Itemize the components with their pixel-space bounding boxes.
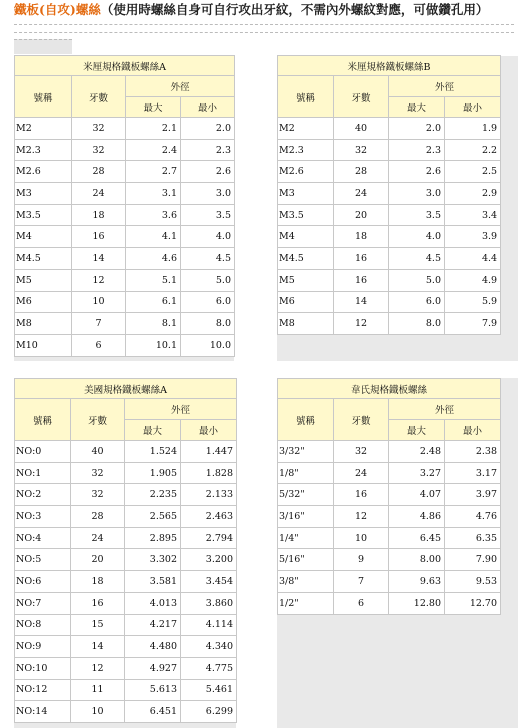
max-cell: 4.217 — [125, 614, 181, 636]
size-cell: 1/2" — [278, 592, 334, 614]
table-row — [278, 118, 501, 140]
section-gap — [14, 361, 518, 378]
max-cell: 3.5 — [389, 204, 445, 226]
table-row — [15, 291, 235, 313]
table-row — [278, 291, 501, 313]
min-cell: 1.828 — [181, 462, 237, 484]
max-cell: 2.48 — [389, 441, 445, 463]
size-cell: M2.3 — [15, 139, 72, 161]
min-cell: 2.6 — [181, 161, 235, 183]
max-cell: 2.895 — [125, 527, 181, 549]
min-cell: 7.9 — [445, 313, 501, 335]
min-cell: 2.133 — [181, 484, 237, 506]
max-cell: 3.581 — [125, 571, 181, 593]
table-row — [278, 204, 501, 226]
pitch-cell: 24 — [334, 462, 389, 484]
max-cell: 2.235 — [125, 484, 181, 506]
table-row — [278, 571, 501, 593]
min-cell: 3.97 — [445, 484, 501, 506]
col-max: 最大 — [389, 97, 445, 118]
column-gap — [236, 378, 277, 728]
pitch-cell: 18 — [334, 226, 389, 248]
min-cell: 3.17 — [445, 462, 501, 484]
col-outer-diameter: 外徑 — [125, 399, 237, 420]
size-cell: M8 — [278, 313, 334, 335]
min-cell: 2.3 — [181, 139, 235, 161]
max-cell: 2.3 — [389, 139, 445, 161]
size-cell: 5/32" — [278, 484, 334, 506]
max-cell: 8.1 — [126, 313, 181, 335]
max-cell: 5.1 — [126, 269, 181, 291]
col-outer-diameter: 外徑 — [126, 76, 235, 97]
pitch-cell: 32 — [72, 118, 126, 140]
pitch-cell: 7 — [334, 571, 389, 593]
table-title: 米厘規格鐵板螺絲A — [15, 56, 235, 76]
spec-table-american-a — [14, 378, 237, 723]
min-cell: 5.0 — [181, 269, 235, 291]
table-row — [278, 462, 501, 484]
table-row — [15, 313, 235, 335]
size-cell: NO:2 — [15, 484, 71, 506]
max-cell: 3.302 — [125, 549, 181, 571]
table-row — [15, 614, 237, 636]
size-cell: M10 — [15, 334, 72, 356]
table-row — [278, 226, 501, 248]
table-row — [15, 269, 235, 291]
min-cell: 4.9 — [445, 269, 501, 291]
min-cell: 3.860 — [181, 592, 237, 614]
table-row — [278, 592, 501, 614]
max-cell: 2.1 — [126, 118, 181, 140]
table-row — [15, 183, 235, 205]
table-row — [15, 204, 235, 226]
table-row — [15, 334, 235, 356]
table-row — [15, 139, 235, 161]
max-cell: 5.613 — [125, 679, 181, 701]
table-row — [15, 506, 237, 528]
size-cell: M3.5 — [278, 204, 334, 226]
col-max: 最大 — [125, 420, 181, 441]
size-cell: NO:6 — [15, 571, 71, 593]
min-cell: 4.114 — [181, 614, 237, 636]
size-cell: M3.5 — [15, 204, 72, 226]
table-row — [278, 313, 501, 335]
max-cell: 10.1 — [126, 334, 181, 356]
min-cell: 4.775 — [181, 657, 237, 679]
col-size: 號稱 — [278, 399, 334, 441]
pitch-cell: 14 — [72, 248, 126, 270]
max-cell: 4.86 — [389, 506, 445, 528]
table-row — [15, 226, 235, 248]
size-cell: NO:0 — [15, 441, 71, 463]
pitch-cell: 16 — [334, 269, 389, 291]
col-size: 號稱 — [278, 76, 334, 118]
size-cell: NO:12 — [15, 679, 71, 701]
divider — [14, 24, 514, 25]
min-cell: 3.9 — [445, 226, 501, 248]
pitch-cell: 28 — [334, 161, 389, 183]
table-row — [15, 701, 237, 723]
size-cell: NO:14 — [15, 701, 71, 723]
min-cell: 2.38 — [445, 441, 501, 463]
page-title-rest: （使用時螺絲自身可自行攻出牙紋，不需內外螺紋對應，可做鑽孔用） — [100, 2, 489, 17]
col-min: 最小 — [445, 97, 501, 118]
table-row — [15, 657, 237, 679]
col-outer-diameter: 外徑 — [389, 76, 501, 97]
col-size: 號稱 — [15, 76, 72, 118]
table-row — [15, 484, 237, 506]
size-cell: M2.6 — [15, 161, 72, 183]
col-max: 最大 — [126, 97, 181, 118]
size-cell: M2 — [278, 118, 334, 140]
min-cell: 3.200 — [181, 549, 237, 571]
min-cell: 1.447 — [181, 441, 237, 463]
size-cell: 1/4" — [278, 527, 334, 549]
col-min: 最小 — [181, 97, 235, 118]
max-cell: 4.07 — [389, 484, 445, 506]
pitch-cell: 40 — [334, 118, 389, 140]
table-row — [278, 269, 501, 291]
table-row — [15, 118, 235, 140]
pitch-cell: 32 — [334, 139, 389, 161]
pitch-cell: 15 — [71, 614, 125, 636]
min-cell: 2.794 — [181, 527, 237, 549]
min-cell: 6.299 — [181, 701, 237, 723]
spec-table-whitworth — [277, 378, 501, 615]
pitch-cell: 6 — [72, 334, 126, 356]
size-cell: 1/8" — [278, 462, 334, 484]
max-cell: 3.6 — [126, 204, 181, 226]
max-cell: 4.6 — [126, 248, 181, 270]
col-pitch: 牙數 — [72, 76, 126, 118]
table-row — [278, 527, 501, 549]
max-cell: 12.80 — [389, 592, 445, 614]
size-cell: 5/16" — [278, 549, 334, 571]
max-cell: 2.4 — [126, 139, 181, 161]
size-cell: 3/32" — [278, 441, 334, 463]
min-cell: 10.0 — [181, 334, 235, 356]
max-cell: 8.0 — [389, 313, 445, 335]
pitch-cell: 24 — [71, 527, 125, 549]
spec-table-metric-a — [14, 55, 235, 357]
table-row — [278, 161, 501, 183]
pitch-cell: 10 — [334, 527, 389, 549]
min-cell: 5.461 — [181, 679, 237, 701]
min-cell: 3.0 — [181, 183, 235, 205]
pitch-cell: 28 — [72, 161, 126, 183]
pitch-cell: 9 — [334, 549, 389, 571]
col-min: 最小 — [181, 420, 237, 441]
col-size: 號稱 — [15, 399, 71, 441]
table-row — [278, 484, 501, 506]
max-cell: 6.0 — [389, 291, 445, 313]
page-title — [14, 1, 514, 19]
size-cell: M8 — [15, 313, 72, 335]
max-cell: 4.1 — [126, 226, 181, 248]
tab-placeholder — [14, 39, 72, 54]
max-cell: 2.6 — [389, 161, 445, 183]
max-cell: 4.927 — [125, 657, 181, 679]
size-cell: M2.3 — [278, 139, 334, 161]
table-row — [15, 527, 237, 549]
min-cell: 6.0 — [181, 291, 235, 313]
size-cell: M3 — [15, 183, 72, 205]
max-cell: 8.00 — [389, 549, 445, 571]
min-cell: 3.454 — [181, 571, 237, 593]
min-cell: 2.9 — [445, 183, 501, 205]
table-row — [15, 636, 237, 658]
min-cell: 8.0 — [181, 313, 235, 335]
min-cell: 12.70 — [445, 592, 501, 614]
table-row — [278, 441, 501, 463]
size-cell: NO:10 — [15, 657, 71, 679]
size-cell: NO:4 — [15, 527, 71, 549]
table-row — [15, 592, 237, 614]
size-cell: 3/16" — [278, 506, 334, 528]
max-cell: 6.1 — [126, 291, 181, 313]
table-row — [15, 571, 237, 593]
col-pitch: 牙數 — [334, 399, 389, 441]
pitch-cell: 12 — [72, 269, 126, 291]
max-cell: 4.0 — [389, 226, 445, 248]
col-max: 最大 — [389, 420, 445, 441]
col-pitch: 牙數 — [334, 76, 389, 118]
pitch-cell: 32 — [71, 484, 125, 506]
min-cell: 2.0 — [181, 118, 235, 140]
pitch-cell: 12 — [71, 657, 125, 679]
table-row — [278, 248, 501, 270]
pitch-cell: 24 — [72, 183, 126, 205]
max-cell: 6.45 — [389, 527, 445, 549]
max-cell: 3.0 — [389, 183, 445, 205]
table-row — [15, 462, 237, 484]
pitch-cell: 10 — [72, 291, 126, 313]
column-gap — [234, 56, 277, 361]
max-cell: 6.451 — [125, 701, 181, 723]
pitch-cell: 16 — [71, 592, 125, 614]
table-row — [15, 441, 237, 463]
min-cell: 4.340 — [181, 636, 237, 658]
pitch-cell: 16 — [334, 484, 389, 506]
pitch-cell: 16 — [72, 226, 126, 248]
min-cell: 5.9 — [445, 291, 501, 313]
min-cell: 4.0 — [181, 226, 235, 248]
min-cell: 4.5 — [181, 248, 235, 270]
size-cell: NO:7 — [15, 592, 71, 614]
min-cell: 9.53 — [445, 571, 501, 593]
size-cell: M5 — [15, 269, 72, 291]
size-cell: 3/8" — [278, 571, 334, 593]
size-cell: NO:3 — [15, 506, 71, 528]
min-cell: 4.4 — [445, 248, 501, 270]
table-title: 韋氏規格鐵板螺絲 — [278, 379, 501, 399]
pitch-cell: 7 — [72, 313, 126, 335]
size-cell: NO:8 — [15, 614, 71, 636]
pitch-cell: 28 — [71, 506, 125, 528]
size-cell: M4 — [278, 226, 334, 248]
col-pitch: 牙數 — [71, 399, 125, 441]
size-cell: NO:1 — [15, 462, 71, 484]
pitch-cell: 20 — [71, 549, 125, 571]
table-row — [278, 549, 501, 571]
max-cell: 1.524 — [125, 441, 181, 463]
pitch-cell: 18 — [71, 571, 125, 593]
table-row — [278, 183, 501, 205]
spec-table-metric-b — [277, 55, 501, 335]
size-cell: NO:5 — [15, 549, 71, 571]
min-cell: 3.5 — [181, 204, 235, 226]
size-cell: M6 — [278, 291, 334, 313]
min-cell: 3.4 — [445, 204, 501, 226]
size-cell: M4 — [15, 226, 72, 248]
size-cell: M4.5 — [15, 248, 72, 270]
min-cell: 7.90 — [445, 549, 501, 571]
divider — [14, 32, 514, 33]
table-row — [15, 248, 235, 270]
pitch-cell: 12 — [334, 506, 389, 528]
size-cell: M3 — [278, 183, 334, 205]
min-cell: 2.463 — [181, 506, 237, 528]
table-title: 美國規格鐵板螺絲A — [15, 379, 237, 399]
size-cell: M6 — [15, 291, 72, 313]
max-cell: 2.565 — [125, 506, 181, 528]
col-min: 最小 — [445, 420, 501, 441]
max-cell: 3.1 — [126, 183, 181, 205]
size-cell: M4.5 — [278, 248, 334, 270]
min-cell: 2.2 — [445, 139, 501, 161]
min-cell: 1.9 — [445, 118, 501, 140]
table-row — [278, 139, 501, 161]
page-title-accent: 鐵板(自攻)螺絲 — [14, 2, 101, 17]
pitch-cell: 32 — [334, 441, 389, 463]
col-outer-diameter: 外徑 — [389, 399, 501, 420]
pitch-cell: 32 — [72, 139, 126, 161]
table-row — [278, 506, 501, 528]
pitch-cell: 20 — [334, 204, 389, 226]
min-cell: 6.35 — [445, 527, 501, 549]
pitch-cell: 40 — [71, 441, 125, 463]
table-row — [15, 549, 237, 571]
pitch-cell: 32 — [71, 462, 125, 484]
max-cell: 5.0 — [389, 269, 445, 291]
size-cell: M2.6 — [278, 161, 334, 183]
pitch-cell: 18 — [72, 204, 126, 226]
max-cell: 4.480 — [125, 636, 181, 658]
pitch-cell: 6 — [334, 592, 389, 614]
min-cell: 4.76 — [445, 506, 501, 528]
pitch-cell: 10 — [71, 701, 125, 723]
max-cell: 9.63 — [389, 571, 445, 593]
max-cell: 2.0 — [389, 118, 445, 140]
table-row — [15, 161, 235, 183]
size-cell: NO:9 — [15, 636, 71, 658]
pitch-cell: 11 — [71, 679, 125, 701]
max-cell: 2.7 — [126, 161, 181, 183]
size-cell: M5 — [278, 269, 334, 291]
pitch-cell: 14 — [71, 636, 125, 658]
pitch-cell: 24 — [334, 183, 389, 205]
max-cell: 1.905 — [125, 462, 181, 484]
max-cell: 3.27 — [389, 462, 445, 484]
pitch-cell: 12 — [334, 313, 389, 335]
min-cell: 2.5 — [445, 161, 501, 183]
size-cell: M2 — [15, 118, 72, 140]
pitch-cell: 16 — [334, 248, 389, 270]
max-cell: 4.013 — [125, 592, 181, 614]
table-title: 米厘規格鐵板螺絲B — [278, 56, 501, 76]
max-cell: 4.5 — [389, 248, 445, 270]
pitch-cell: 14 — [334, 291, 389, 313]
table-row — [15, 679, 237, 701]
